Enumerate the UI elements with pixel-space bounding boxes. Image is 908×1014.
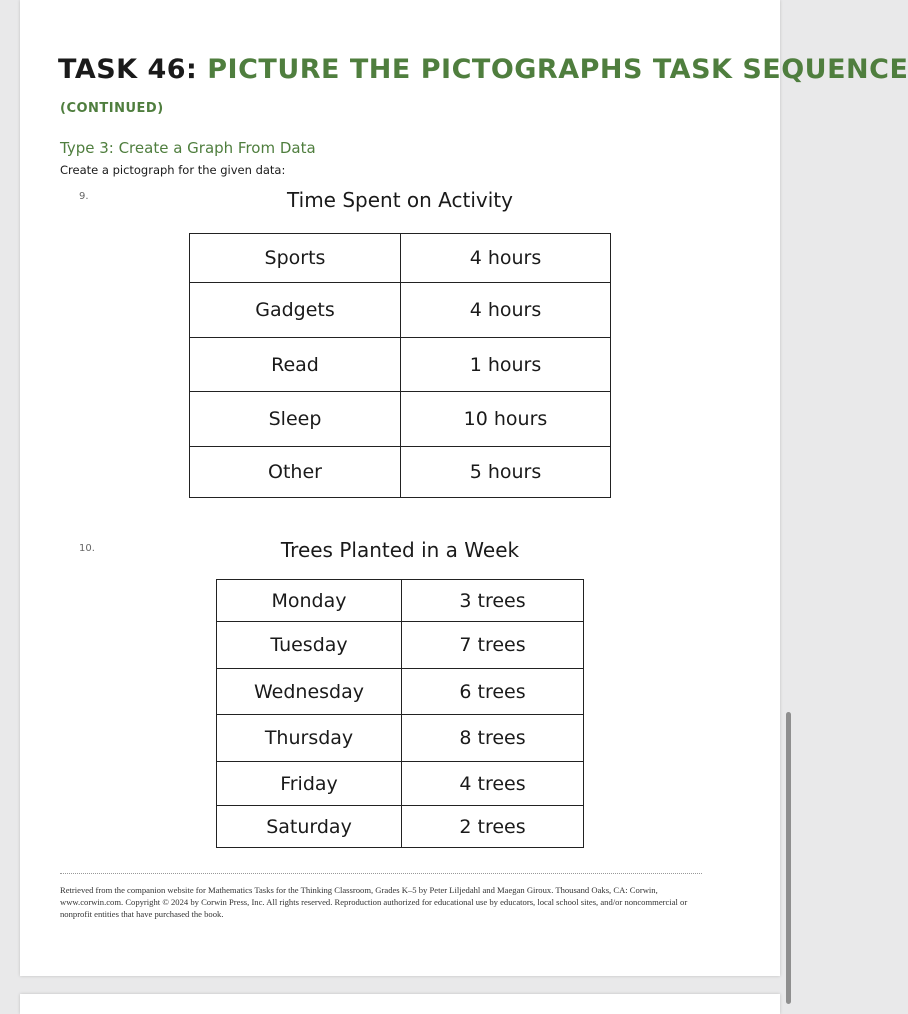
table-row — [217, 762, 584, 806]
instruction-text: Create a pictograph for the given data: — [60, 163, 286, 177]
day-cell: Monday — [217, 580, 402, 622]
time-spent-table — [189, 233, 611, 498]
hours-cell: 1 hours — [401, 338, 611, 392]
problem-9-number: 9. — [79, 191, 89, 202]
table-row — [217, 806, 584, 848]
day-cell: Tuesday — [217, 622, 402, 669]
problem-9-title: Time Spent on Activity — [287, 188, 513, 212]
hours-cell: 4 hours — [401, 283, 611, 338]
hours-cell: 4 hours — [401, 234, 611, 283]
type-heading: Type 3: Create a Graph From Data — [60, 139, 316, 157]
day-cell: Thursday — [217, 715, 402, 762]
table-row — [190, 234, 611, 283]
problem-10-title: Trees Planted in a Week — [280, 538, 520, 562]
continued-label: (CONTINUED) — [60, 101, 164, 116]
trees-cell: 2 trees — [402, 806, 584, 848]
table-row — [190, 392, 611, 447]
copyright-footer: Retrieved from the companion website for Mathematics Tasks for the Thinking Classroom, Grades K–5 by Peter Liljedahl and Maegan Giroux. Thousand Oaks, CA: Corwin, www.corwin.com. Copyright © 2024 by Corwin Press, Inc. All rights reserved. Reproduction authorized for educational use by educators, local school sites, and/or noncommercial or nonprofit entities that have purchased the book. — [60, 885, 688, 919]
table-row — [217, 715, 584, 762]
hours-cell: 5 hours — [401, 447, 611, 498]
activity-cell: Sleep — [190, 392, 401, 447]
day-cell: Wednesday — [217, 669, 402, 715]
trees-cell: 8 trees — [402, 715, 584, 762]
trees-planted-table — [216, 579, 584, 848]
next-page-edge — [20, 994, 780, 1014]
trees-cell: 7 trees — [402, 622, 584, 669]
table-row — [190, 338, 611, 392]
table-row — [217, 622, 584, 669]
trees-cell: 3 trees — [402, 580, 584, 622]
day-cell: Saturday — [217, 806, 402, 848]
table-row — [190, 447, 611, 498]
table-row — [217, 669, 584, 715]
table-row — [190, 283, 611, 338]
activity-cell: Other — [190, 447, 401, 498]
footer-divider — [60, 873, 702, 874]
activity-cell: Gadgets — [190, 283, 401, 338]
table-row — [217, 580, 584, 622]
task-name: PICTURE THE PICTOGRAPHS TASK SEQUENCE — [207, 54, 908, 85]
trees-cell: 4 trees — [402, 762, 584, 806]
problem-10-number: 10. — [79, 543, 95, 554]
trees-cell: 6 trees — [402, 669, 584, 715]
task-title — [58, 54, 908, 85]
activity-cell: Read — [190, 338, 401, 392]
hours-cell: 10 hours — [401, 392, 611, 447]
scrollbar-thumb[interactable] — [786, 712, 791, 1004]
day-cell: Friday — [217, 762, 402, 806]
task-number: TASK 46: — [58, 54, 198, 85]
activity-cell: Sports — [190, 234, 401, 283]
